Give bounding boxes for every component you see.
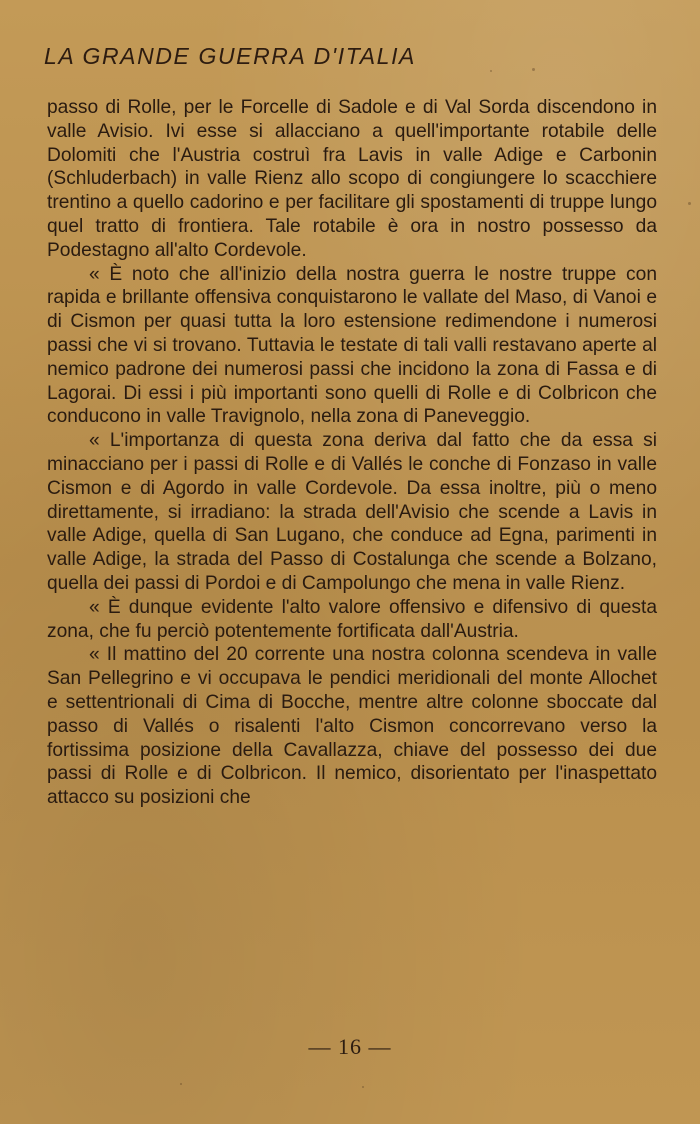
paper-speck [490,70,492,72]
paragraph-continuation: passo di Rolle, per le Forcelle di Sadole e di Val Sorda discendono in valle Avisio. Ivi esse si allacciano a quell'importante rotabile delle Dolomiti che l'Austria costruì fra Lavis in valle Adige e Carbonin (Schluderbach) in valle Rienz allo scopo di congiungere lo scacchiere trentino a quello cadorino e per facilitare gli spostamenti di truppe lungo quel tratto di frontiera. Tale rotabile è ora in nostro possesso da Podestagno all'alto Cordevole. [47,97,657,261]
paragraph-quote-1: « È noto che all'inizio della nostra guerra le nostre truppe con rapida e brillante offensiva conquistarono le vallate del Maso, di Vanoi e di Cismon per quasi tutta la loro estensione redimendone i numerosi passi che vi si trovano. Tuttavia le testate di tali valli restavano aperte al nemico padrone dei numerosi passi che incidono la zona di Fassa e di Lagorai. Di essi i più importanti sono quelli di Rolle e di Colbricon che conducono in valle Travignolo, nella zona di Paneveggio. [47,263,657,428]
paper-speck [532,68,535,71]
paper-speck [362,1086,364,1088]
paragraph-quote-2: « L'importanza di questa zona deriva dal fatto che da essa si minacciano per i passi di Rolle e di Vallés le conche di Fonzaso in valle Cismon e di Agordo in valle Cordevole. Da essa inoltre, più o meno direttamente, si irradiano: la strada dell'Avisio che scende a Lavis in valle Adige, quella di San Lugano, che conduce ad Egna, parimenti in valle Adige, la strada del Passo di Costalunga che scende a Bolzano, quella dei passi di Pordoi e di Campolungo che mena in valle Rienz. [47,430,657,594]
page-number: — 16 — [308,1034,392,1059]
paper-speck [180,1083,182,1085]
body-text [47,96,657,810]
running-head: LA GRANDE GUERRA D'ITALIA [44,43,416,69]
paper-speck [688,202,691,205]
paragraph-quote-4: « Il mattino del 20 corrente una nostra colonna scendeva in valle San Pellegrino e vi occupava le pendici meridionali del monte Allochet e settentrionali di Cima di Bocche, mentre altre colonne sboccate dal passo di Vallés o risalenti l'alto Cismon concorrevano verso la fortissima posizione della Cavallazza, chiave del possesso dei due passi di Rolle e di Colbricon. Il nemico, disorientato per l'inaspettato attacco su posizioni che [47,644,657,809]
paragraph-quote-3: « È dunque evidente l'alto valore offensivo e difensivo di questa zona, che fu perciò potentemente fortificata dall'Austria. [47,596,657,642]
